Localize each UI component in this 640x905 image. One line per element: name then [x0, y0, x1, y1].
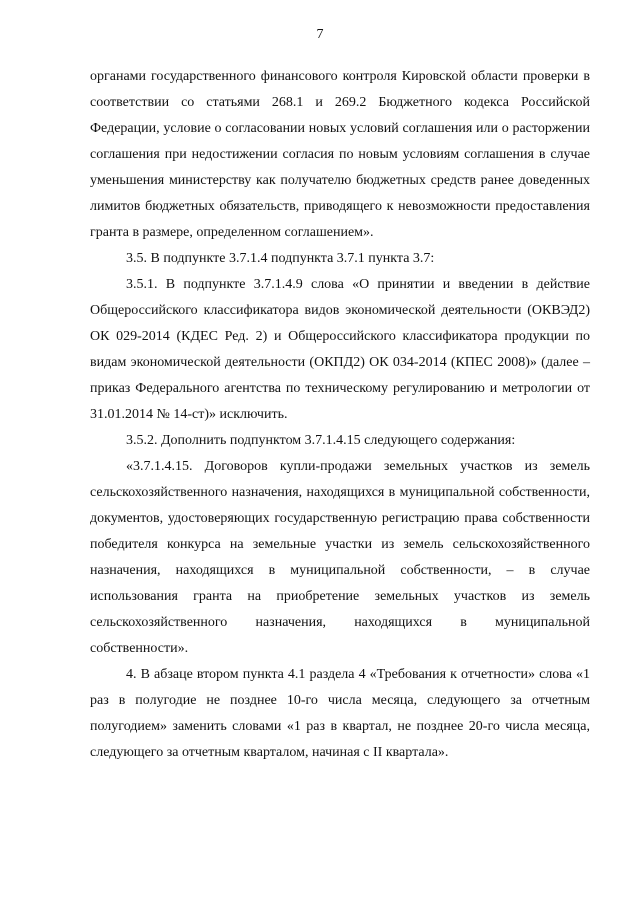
paragraph-3-5: 3.5. В подпункте 3.7.1.4 подпункта 3.7.1 пункта 3.7:: [126, 251, 435, 266]
page-number: 7: [316, 27, 324, 42]
paragraph-3-5-1: 3.5.1. В подпункте 3.7.1.4.9 слова «О принятии и введении в действие Общероссийского классификатора видов экономической деятельности (ОКВЭД2) ОК 029-2014 (КДЕС Ред. 2) и Общероссийского классификатора продукции по видам экономической деятельности (ОКПД2) ОК 034-2014 (КПЕС 2008)» (далее – приказ Федерального агентства по техническому регулированию и метрологии от 31.01.2014 № 14-ст)» исключить.: [90, 277, 590, 422]
document-body: [90, 64, 590, 766]
paragraph-3-7-1-4-15: «3.7.1.4.15. Договоров купли-продажи земельных участков из земель сельскохозяйственного назначения, находящихся в муниципальной собственности, документов, удостоверяющих государственную регистрацию права собственности победителя конкурса на земельные участки из земель сельскохозяйственного назначения, находящихся в муниципальной собственности, – в случае использования гранта на приобретение земельных участков из земель сельскохозяйственного назначения, находящихся в муниципальной собственности».: [90, 459, 590, 656]
paragraph-3-5-2: 3.5.2. Дополнить подпунктом 3.7.1.4.15 следующего содержания:: [126, 433, 516, 448]
paragraph-continuation: органами государственного финансового контроля Кировской области проверки в соответствии со статьями 268.1 и 269.2 Бюджетного кодекса Российской Федерации, условие о согласовании новых условий соглашения или о расторжении соглашения при недостижении согласия по новым условиям соглашения в случае уменьшения министерству как получателю бюджетных средств ранее доведенных лимитов бюджетных обязательств, приводящего к невозможности предоставления гранта в размере, определенном соглашением».: [90, 69, 590, 240]
paragraph-4: 4. В абзаце втором пункта 4.1 раздела 4 «Требования к отчетности» слова «1 раз в полугодие не позднее 10-го числа месяца, следующего за отчетным полугодием» заменить словами «1 раз в квартал, не позднее 20-го числа месяца, следующего за отчетным кварталом, начиная с II квартала».: [90, 667, 590, 760]
